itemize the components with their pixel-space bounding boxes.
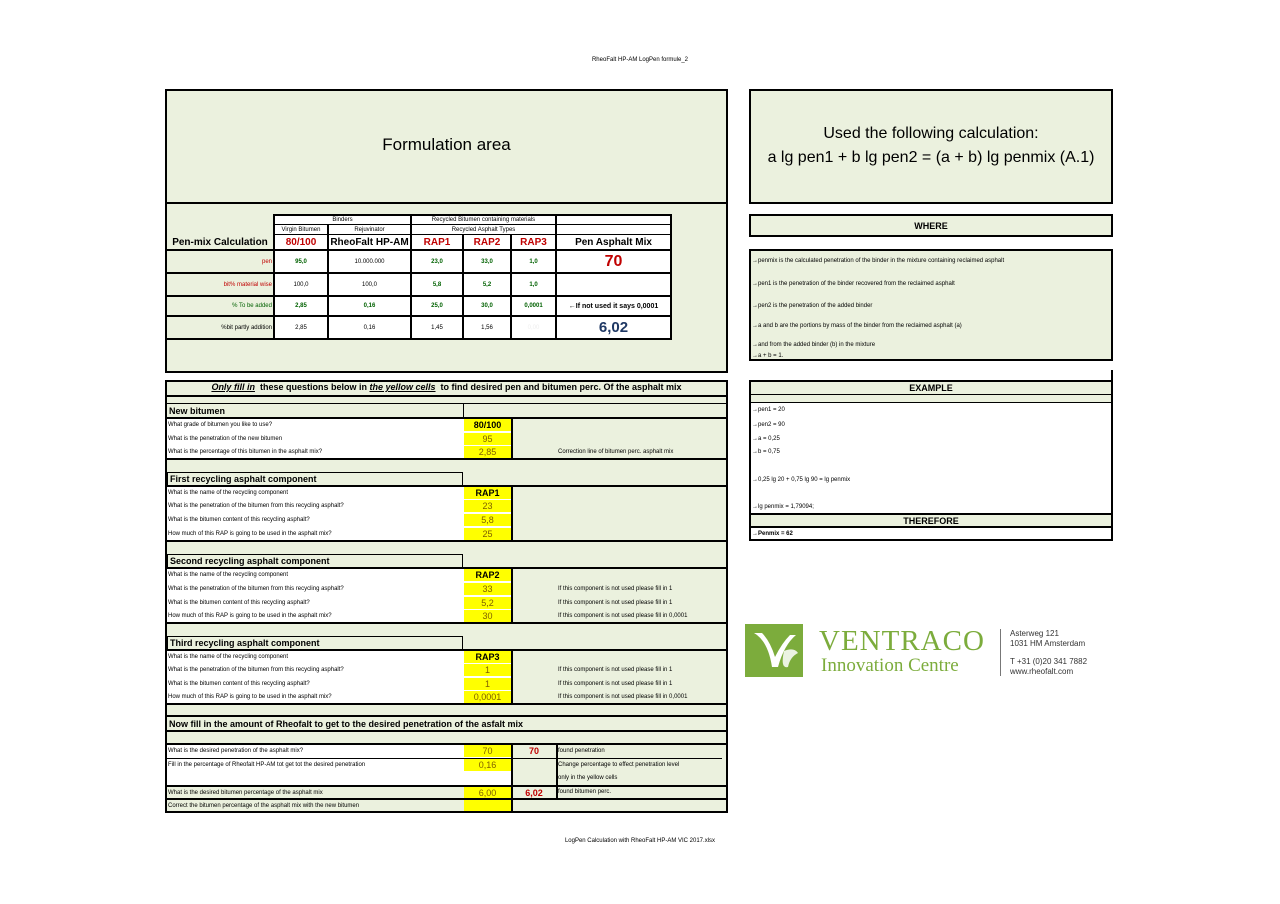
rh-n3: found bitumen perc. bbox=[558, 789, 612, 795]
rap3-q3: What is the bitumen content of this recycling asphalt? bbox=[168, 681, 310, 687]
rh-r3: 6,02 bbox=[525, 787, 543, 798]
bit-rap1: 5,8 bbox=[432, 281, 442, 288]
divider bbox=[165, 202, 728, 204]
rh-n2b: only in the yellow cells bbox=[558, 775, 618, 781]
where-item: →pen2 is the penetration of the added binder bbox=[752, 303, 873, 309]
where-item: →and from the added binder (b) in the mixture bbox=[752, 342, 876, 348]
rap2-title: Second recycling asphalt component bbox=[167, 554, 463, 568]
logo-brand: VENTRACO bbox=[819, 625, 985, 657]
rap1-q3: What is the bitumen content of this recycling asphalt? bbox=[168, 517, 310, 523]
rh-q4: Correct the bitumen percentage of the asphalt mix with the new bitumen bbox=[168, 802, 360, 809]
example-item: →b = 0,75 bbox=[752, 449, 780, 455]
example-item: →pen2 = 90 bbox=[752, 422, 785, 428]
rh-a4[interactable] bbox=[464, 800, 511, 811]
rap1-title: First recycling asphalt component bbox=[167, 472, 463, 486]
logo-web: www.rheofalt.com bbox=[1010, 667, 1074, 676]
bit-result: 6,02 bbox=[598, 319, 629, 336]
col-rap1: RAP1 bbox=[423, 236, 451, 248]
rap2-a4[interactable]: 30 bbox=[464, 610, 511, 622]
rap2-a1[interactable]: RAP2 bbox=[464, 569, 511, 581]
where-item: →pen1 is the penetration of the binder recovered from the reclaimed asphalt bbox=[752, 281, 955, 287]
rap1-a4[interactable]: 25 bbox=[464, 528, 511, 540]
example-item: →lg penmix = 1,79094; bbox=[752, 504, 814, 510]
nb-a1[interactable]: 80/100 bbox=[464, 419, 511, 431]
rap2-a3[interactable]: 5,2 bbox=[464, 597, 511, 609]
rap2-q2: What is the penetration of the bitumen from this recycling asphalt? bbox=[168, 586, 344, 592]
example-spacer bbox=[749, 395, 1113, 403]
rap3-title: Third recycling asphalt component bbox=[167, 636, 463, 650]
rap2-n2: If this component is not used please fill in 1 bbox=[558, 586, 673, 592]
rh-q3: What is the desired bitumen percentage of the asphalt mix bbox=[168, 790, 323, 796]
col-rheofalt: RheoFalt HP-AM bbox=[330, 236, 409, 248]
rap2-q1: What is the name of the recycling component bbox=[168, 572, 289, 578]
partly-rap2: 1,56 bbox=[481, 324, 493, 331]
sub-rap-types: Recycled Asphalt Types bbox=[451, 226, 516, 233]
logo-phone: T +31 (0)20 341 7882 bbox=[1010, 657, 1088, 666]
where-item: →a and b are the portions by mass of the binder from the reclaimed asphalt (a) bbox=[752, 323, 962, 329]
row-label-added: % To be added bbox=[232, 303, 272, 309]
intro-d: to find desired pen and bitumen perc. Of the asphalt mix bbox=[435, 382, 682, 392]
rap2-a2[interactable]: 33 bbox=[464, 583, 511, 595]
logo-addr1: Asterweg 121 bbox=[1010, 629, 1059, 638]
col-rap3: RAP3 bbox=[520, 236, 547, 248]
rap2-n3: If this component is not used please fill in 1 bbox=[558, 600, 673, 606]
rap3-q4: How much of this RAP is going to be used in the asphalt mix? bbox=[168, 694, 332, 700]
rap3-q1: What is the name of the recycling component bbox=[168, 654, 289, 660]
nb-q2: What is the penetration of the new bitumen bbox=[168, 436, 283, 442]
bit-rap3: 1,0 bbox=[529, 281, 538, 288]
rap3-a4[interactable]: 0,0001 bbox=[464, 691, 511, 703]
rh-r1: 70 bbox=[528, 746, 539, 756]
rap3-a2[interactable]: 1 bbox=[464, 664, 511, 676]
group-binders: Binders bbox=[332, 216, 353, 223]
page-header: RheoFalt HP-AM LogPen formule_2 bbox=[591, 57, 689, 63]
rap3-a1[interactable]: RAP3 bbox=[464, 651, 511, 663]
nb-q3: What is the percentage of this bitumen in the asphalt mix? bbox=[168, 449, 323, 455]
rh-a2[interactable]: 0,16 bbox=[464, 759, 511, 771]
rap1-a3[interactable]: 5,8 bbox=[464, 514, 511, 526]
nb-a2[interactable]: 95 bbox=[464, 433, 511, 445]
rap1-q4: How much of this RAP is going to be used in the asphalt mix? bbox=[168, 531, 332, 537]
row-label-partly: %bit partly addition bbox=[221, 324, 272, 331]
rap3-a3[interactable]: 1 bbox=[464, 678, 511, 690]
rap3-n4: If this component is not used please fill in 0,0001 bbox=[558, 694, 688, 700]
group-recycled: Recycled Bitumen containing materials bbox=[431, 216, 536, 223]
row-header: Pen-mix Calculation bbox=[172, 236, 268, 248]
pen-rap2: 33,0 bbox=[481, 258, 493, 265]
rap3-n2: If this component is not used please fill in 1 bbox=[558, 667, 673, 673]
rap2-q4: How much of this RAP is going to be used in the asphalt mix? bbox=[168, 613, 332, 619]
rh-n1: found penetration bbox=[558, 748, 605, 754]
pen-rap3: 1,0 bbox=[529, 258, 538, 265]
added-rheofalt: 0,16 bbox=[363, 303, 376, 309]
nb-a3[interactable]: 2,85 bbox=[464, 446, 511, 458]
calc-line1: Used the following calculation: bbox=[823, 125, 1039, 142]
row-label-bit: bit% material wise bbox=[223, 281, 272, 288]
rap3-n3: If this component is not used please fill in 1 bbox=[558, 681, 673, 687]
pen-80100: 95,0 bbox=[295, 258, 307, 265]
example-title: EXAMPLE bbox=[749, 380, 1113, 395]
bit-rheofalt: 100,0 bbox=[361, 281, 377, 288]
not-used-note: ←If not used it says 0,0001 bbox=[568, 302, 659, 310]
partly-rap1: 1,45 bbox=[431, 324, 443, 331]
intro-b: these questions below in bbox=[254, 382, 370, 392]
rheofalt-title: Now fill in the amount of Rheofalt to get to the desired penetration of the asfalt mix bbox=[169, 718, 524, 729]
intro-a: Only fill in bbox=[211, 382, 255, 392]
rap1-a2[interactable]: 23 bbox=[464, 500, 511, 512]
rap3-q2: What is the penetration of the bitumen from this recycling asphalt? bbox=[168, 667, 344, 673]
questions-intro bbox=[165, 382, 728, 392]
rh-q1: What is the desired penetration of the asphalt mix? bbox=[168, 748, 304, 754]
added-80100: 2,85 bbox=[295, 303, 307, 309]
bit-rap2: 5,2 bbox=[482, 281, 492, 288]
col-80100: 80/100 bbox=[285, 236, 317, 248]
example-item: →pen1 = 20 bbox=[752, 407, 785, 413]
where-item: →penmix is the calculated penetration of the binder in the mixture containing reclaimed asphalt bbox=[752, 258, 1005, 264]
logo-addr2: 1031 HM Amsterdam bbox=[1010, 639, 1086, 648]
example-item: →a = 0,25 bbox=[752, 436, 780, 442]
added-rap2: 30,0 bbox=[481, 303, 493, 309]
rap2-q3: What is the bitumen content of this recycling asphalt? bbox=[168, 600, 310, 606]
where-title: WHERE bbox=[749, 214, 1113, 237]
where-item: →a + b = 1. bbox=[752, 353, 784, 359]
rap1-q2: What is the penetration of the bitumen from this recycling asphalt? bbox=[168, 503, 344, 509]
rap2-n4: If this component is not used please fill in 0,0001 bbox=[558, 613, 688, 619]
rh-q2: Fill in the percentage of Rheofalt HP-AM tot get tot the desired penetration bbox=[168, 762, 366, 768]
col-rap2: RAP2 bbox=[473, 236, 501, 248]
formulation-title: Formulation area bbox=[382, 135, 511, 154]
logo-divider bbox=[1000, 629, 1001, 676]
intro-c: the yellow cells bbox=[369, 382, 436, 392]
pen-mix-result: 70 bbox=[604, 252, 623, 270]
calc-box bbox=[749, 89, 1113, 204]
therefore-title: THEREFORE bbox=[749, 513, 1113, 528]
bit-80100: 100,0 bbox=[293, 281, 309, 288]
nb-q1: What grade of bitumen you like to use? bbox=[168, 422, 273, 428]
rh-a1[interactable]: 70 bbox=[464, 745, 511, 757]
rh-n2a: Change percentage to effect penetration level bbox=[558, 762, 680, 768]
pen-rap1: 23,0 bbox=[431, 258, 443, 265]
rh-a3[interactable]: 6,00 bbox=[464, 787, 511, 798]
pen-rheofalt: 10.000.000 bbox=[354, 258, 385, 265]
nb-note3: Correction line of bitumen perc. asphalt mix bbox=[558, 449, 674, 455]
row-label-pen: pen bbox=[261, 258, 272, 265]
added-rap3: 0,0001 bbox=[524, 303, 543, 309]
sub-virgin: Virgin Bitumen bbox=[281, 226, 321, 233]
logo-sub: Innovation Centre bbox=[821, 655, 959, 676]
partly-rheofalt: 0,16 bbox=[363, 324, 376, 331]
calc-line2: a lg pen1 + b lg pen2 = (a + b) lg penmix (A.1) bbox=[767, 149, 1095, 166]
page-footer: LogPen Calculation with RheoFalt HP-AM VIC 2017.xlsx bbox=[564, 838, 716, 844]
ventraco-logo-icon bbox=[744, 623, 804, 678]
rap1-a1[interactable]: RAP1 bbox=[464, 487, 511, 499]
col-pen-mix: Pen Asphalt Mix bbox=[575, 236, 652, 248]
new-bitumen-title: New bitumen bbox=[169, 406, 226, 416]
example-result: →Penmix = 62 bbox=[752, 531, 793, 537]
added-rap1: 25,0 bbox=[431, 303, 443, 309]
partly-80100: 2,85 bbox=[295, 324, 307, 331]
partly-rap3: 0,00 bbox=[527, 324, 540, 331]
sub-rejuvinator: Rejuvinator bbox=[354, 226, 385, 233]
example-item: →0,25 lg 20 + 0,75 lg 90 = lg penmix bbox=[752, 477, 851, 483]
rap1-q1: What is the name of the recycling component bbox=[168, 490, 289, 496]
